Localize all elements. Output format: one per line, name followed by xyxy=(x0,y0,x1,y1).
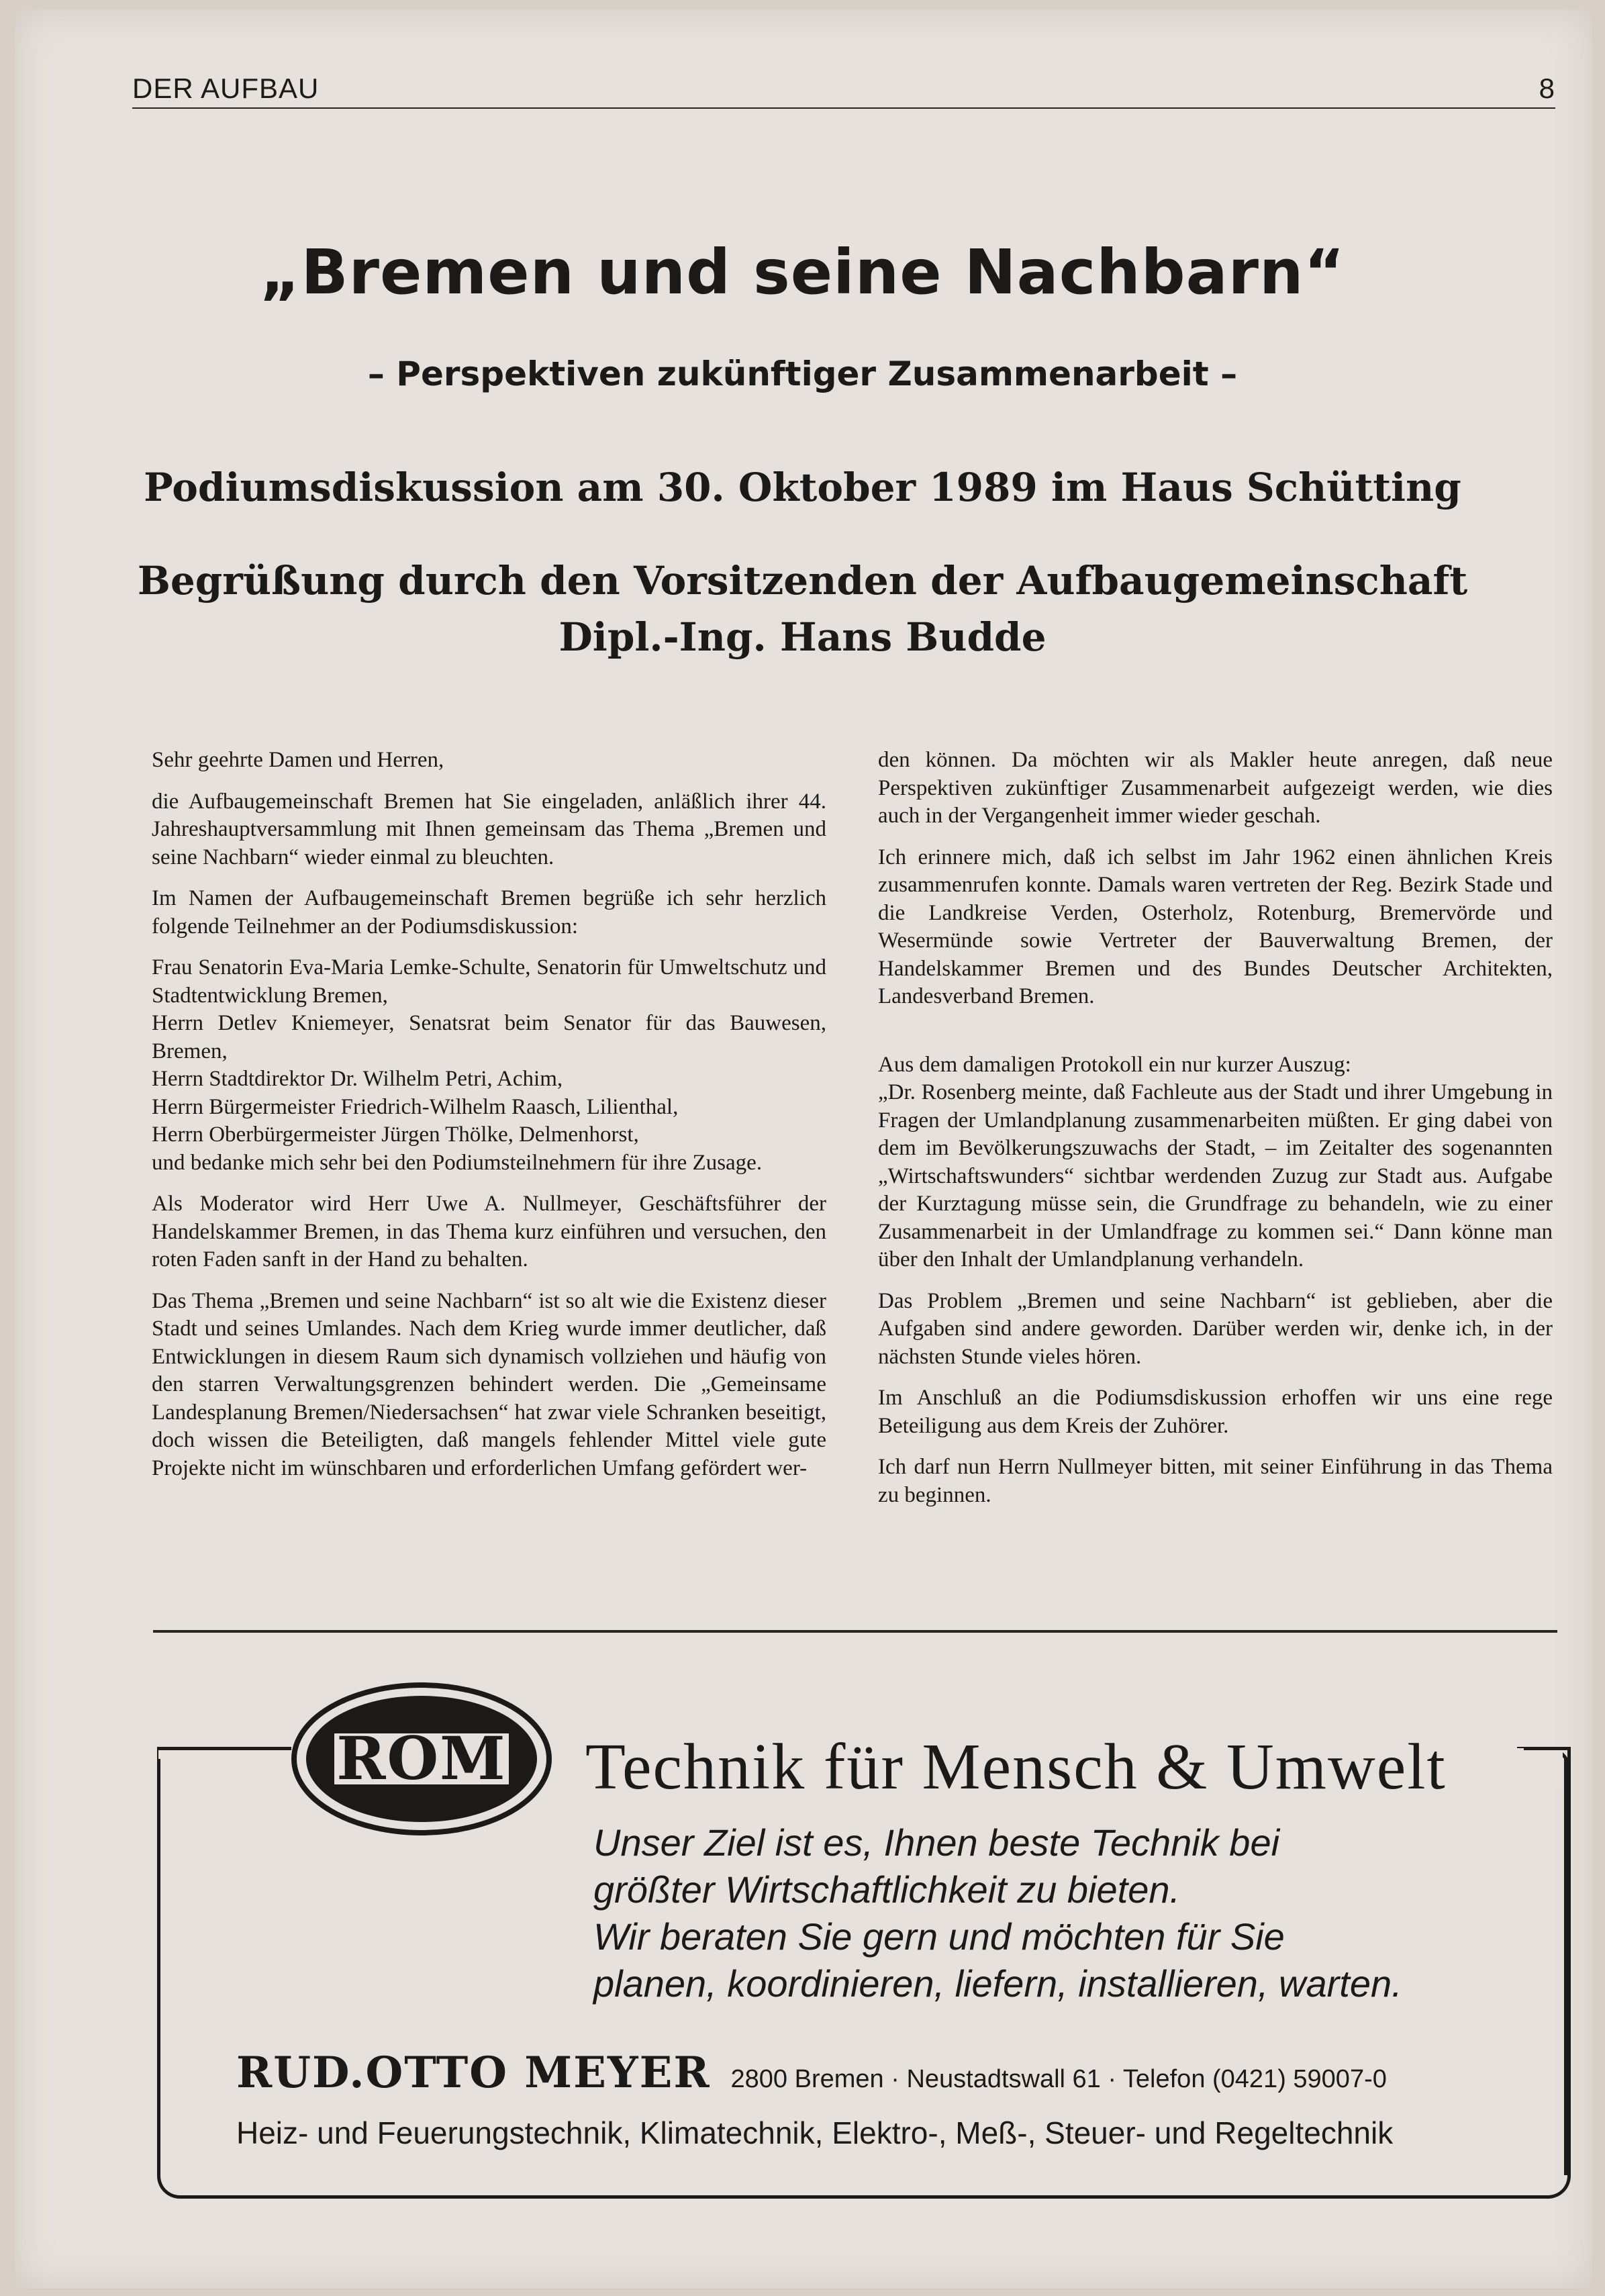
quote-paragraph: „Dr. Rosenberg meinte, daß Fachleute aus der Stadt und ihrer Umgebung in Fragen der Umlandplanung zusammenarbeiten müßten. Er ging dabei von dem im Bevölkerungszuwachs der Stadt, – im Zeitalter des sogenannten „Wirtschaftswunders“ sichtbar werdenden Zuzug zur Stadt aus. Aufgabe der Kurztagung müsse sein, die Grundfrage zu behandeln, wie zu einer Zusammenarbeit in der Umlandfrage zu kommen sei.“ Dann könne man über den Inhalt der Umlandplanung verhandeln. xyxy=(878,1080,1553,1272)
company-name: RUD.OTTO MEYER xyxy=(236,2048,711,2098)
paragraph: Das Problem „Bremen und seine Nachbarn“ ist geblieben, aber die Aufgaben sind andere geworden. Darüber werden wir, denke ich, in der nächsten Stunde vieles hören. xyxy=(878,1288,1553,1369)
company-services: Heiz- und Feuerungstechnik, Klimatechnik, Elektro-, Meß-, Steuer- und Regeltechnik xyxy=(236,2115,1394,2150)
greeting-heading xyxy=(0,553,1605,665)
right-column xyxy=(878,747,1553,1523)
frame-edge xyxy=(157,1759,160,2175)
company-row xyxy=(236,2048,1387,2098)
logo-text: ROM xyxy=(336,1723,507,1793)
paragraph: die Aufbaugemeinschaft Bremen hat Sie eingeladen, anläßlich ihrer 44. Jahreshauptversammlung mit Ihnen gemeinsam das Thema „Bremen und seine Nachbarn“ wieder einmal zu bleuchten. xyxy=(152,789,826,869)
frame-top-right-line xyxy=(1524,1747,1567,1750)
company-address: 2800 Bremen · Neustadtswall 61 · Telefon (0421) 59007-0 xyxy=(730,2065,1387,2093)
participant-closing: und bedanke mich sehr bei den Podiumsteilnehmern für ihre Zusage. xyxy=(152,1150,763,1175)
paragraph: den können. Da möchten wir als Makler heute anregen, daß neue Perspektiven zukünftiger Zusammenarbeit aufgezeigt werden, wie dies auch in der Vergangenheit immer wieder geschah. xyxy=(878,748,1553,828)
article-title: „Bremen und seine Nachbarn“ xyxy=(259,236,1345,308)
spacer xyxy=(878,1024,1553,1051)
paragraph: Sehr geehrte Damen und Herren, xyxy=(152,748,444,772)
participant: Herrn Stadtdirektor Dr. Wilhelm Petri, Achim, xyxy=(152,1067,563,1091)
slogan-line: Wir beraten Sie gern und möchten für Sie xyxy=(593,1915,1285,1958)
ad-headline: Technik für Mensch & Umwelt xyxy=(585,1731,1447,1803)
event-heading: Podiumsdiskussion am 30. Oktober 1989 im Haus Schütting xyxy=(144,465,1461,510)
frame-edge xyxy=(1564,1759,1567,2175)
paragraph: Ich erinnere mich, daß ich selbst im Jahr 1962 einen ähnlichen Kreis zusammenrufen konnte. Damals waren vertreten der Reg. Bezirk Stade und die Landkreise Verden, Osterholz, Rotenburg, Bremervörde und Wesermünde sowie Vertreter der Bauverwaltung Bremen, der Handelskammer Bremen und des Bundes Deutscher Architekten, Landesverband Bremen. xyxy=(878,845,1553,1008)
journal-name: DER AUFBAU xyxy=(132,73,320,104)
participant: Herrn Detlev Kniemeyer, Senatsrat beim Senator für das Bauwesen, Bremen, xyxy=(152,1011,826,1063)
paragraph: Als Moderator wird Herr Uwe A. Nullmeyer, Geschäftsführer der Handelskammer Bremen, in das Thema kurz einführen und versuchen, den roten Faden sanft in der Hand zu behalten. xyxy=(152,1192,826,1272)
participant: Herrn Oberbürgermeister Jürgen Thölke, Delmenhorst, xyxy=(152,1122,639,1147)
page-number: 8 xyxy=(1539,73,1555,104)
left-column xyxy=(152,747,826,1496)
section-divider xyxy=(153,1630,1557,1633)
participant-list xyxy=(152,954,826,1177)
frame-top-left-line xyxy=(157,1747,291,1750)
slogan-line: planen, koordinieren, liefern, installieren, warten. xyxy=(593,1962,1402,2005)
paragraph: Im Anschluß an die Podiumsdiskussion erhoffen wir uns eine rege Beteiligung aus dem Kreis der Zuhörer. xyxy=(878,1386,1553,1438)
paragraph: Im Namen der Aufbaugemeinschaft Bremen begrüße ich sehr herzlich folgende Teilnehmer an der Podiumsdiskussion: xyxy=(152,886,826,939)
rom-logo-graphic xyxy=(287,1678,556,1839)
greeting-line-1: Begrüßung durch den Vorsitzenden der Aufbaugemeinschaft xyxy=(137,558,1468,604)
running-header xyxy=(132,73,1555,109)
paragraph: Das Thema „Bremen und seine Nachbarn“ ist so alt wie die Existenz dieser Stadt und seines Umlandes. Nach dem Krieg wurde immer deutlicher, daß Entwicklungen in diesem Raum sich dynamisch vollziehen und häufig von den starren Verwaltungsgrenzen behindert werden. Die „Gemeinsame Landesplanung Bremen/Niedersachsen“ hat zwar viele Schranken beseitigt, doch wissen die Beteiligten, daß mangels fehlender Mittel viele gute Projekte nicht im wünschbaren und erforderlichen Umfang gefördert wer- xyxy=(152,1288,826,1480)
participant: Frau Senatorin Eva-Maria Lemke-Schulte, Senatorin für Umweltschutz und Stadtentwicklung Bremen, xyxy=(152,955,826,1008)
greeting-line-2: Dipl.-Ing. Hans Budde xyxy=(558,614,1047,660)
slogan-line: größter Wirtschaftlichkeit zu bieten. xyxy=(593,1868,1181,1911)
paragraph: Aus dem damaligen Protokoll ein nur kurzer Auszug: xyxy=(878,1052,1351,1077)
rom-logo xyxy=(287,1678,556,1839)
participant: Herrn Bürgermeister Friedrich-Wilhelm Raasch, Lilienthal, xyxy=(152,1094,679,1119)
ad-slogan xyxy=(593,1819,1533,2007)
article-subtitle: – Perspektiven zukünftiger Zusammenarbeit – xyxy=(367,354,1238,393)
paragraph: Ich darf nun Herrn Nullmeyer bitten, mit seiner Einführung in das Thema zu beginnen. xyxy=(878,1455,1553,1507)
slogan-line: Unser Ziel ist es, Ihnen beste Technik bei xyxy=(593,1821,1280,1864)
